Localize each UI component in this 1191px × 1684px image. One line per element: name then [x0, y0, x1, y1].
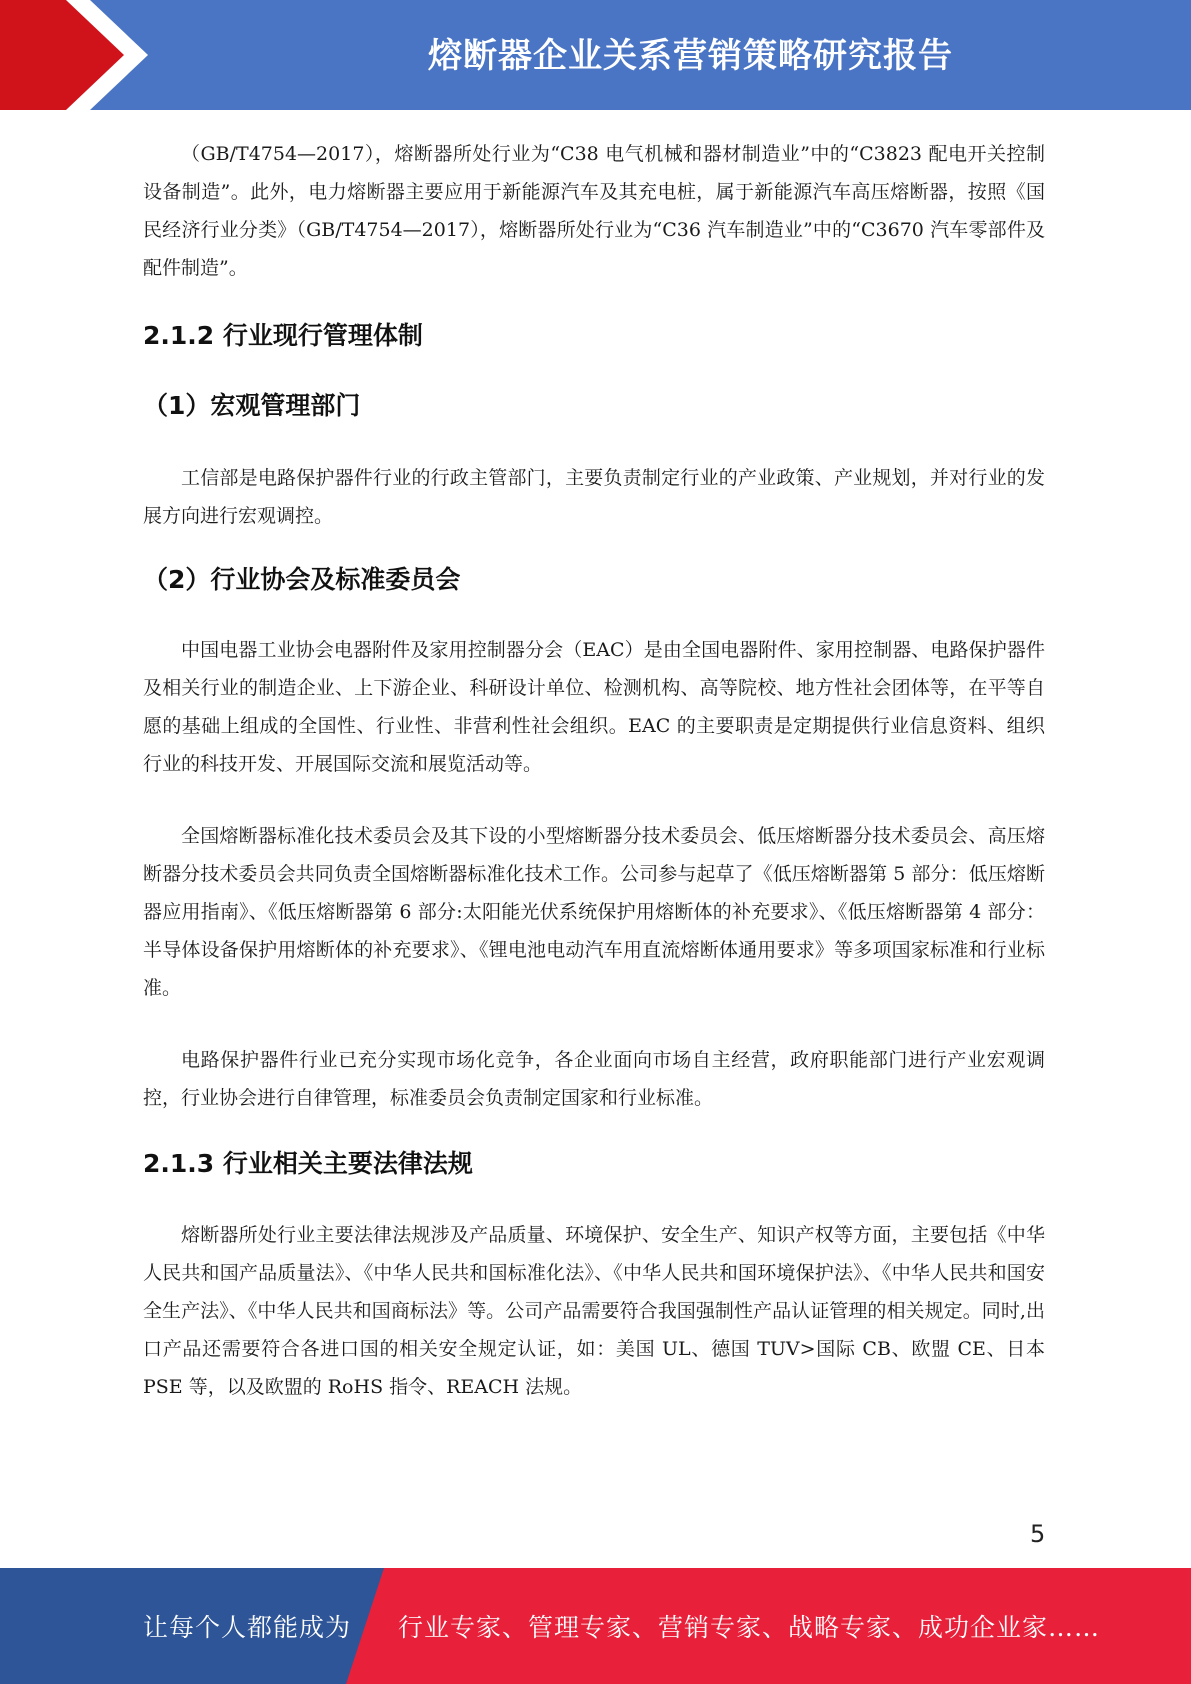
associations-paragraph-1: 中国电器工业协会电器附件及家用控制器分会（EAC）是由全国电器附件、家用控制器、电路保护器件及相关行业的制造企业、上下游企业、科研设计单位、检测机构、高等院校、地方性社会团体等，在平等自愿的基础上组成的全国性、行业性、非营利性社会组织。EAC 的主要职责是定期提供行业信息资料、组织行业的科技开发、开展国际交流和展览活动等。	[143, 639, 1045, 775]
intro-paragraph: （GB/T4754—2017），熔断器所处行业为“C38 电气机械和器材制造业”中的“C3823 配电开关控制设备制造”。此外，电力熔断器主要应用于新能源汽车及其充电桩，属于新能源汽车高压熔断器，按照《国民经济行业分类》（GB/T4754—2017），熔断器所处行业为“C36 汽车制造业”中的“C3670 汽车零部件及配件制造”。	[143, 143, 1045, 279]
subsection-heading-macro-management: （1）宏观管理部门	[143, 391, 361, 420]
associations-paragraph-3: 电路保护器件行业已充分实现市场化竞争，各企业面向市场自主经营，政府职能部门进行产业宏观调控，行业协会进行自律管理，标准委员会负责制定国家和行业标准。	[143, 1049, 1045, 1109]
report-title: 熔断器企业关系营销策略研究报告	[428, 36, 953, 76]
header-banner	[0, 0, 1191, 110]
footer-slogan-left: 让每个人都能成为	[143, 1613, 352, 1642]
page-number: 5	[1030, 1520, 1046, 1548]
associations-paragraph-2: 全国熔断器标准化技术委员会及其下设的小型熔断器分技术委员会、低压熔断器分技术委员会、高压熔断器分技术委员会共同负责全国熔断器标准化技术工作。公司参与起草了《低压熔断器第 5 部分：低压熔断器应用指南》、《低压熔断器第 6 部分:太阳能光伏系统保护用熔断体的补充要求》、《低压熔断器第 4 部分：半导体设备保护用熔断体的补充要求》、《锂电池电动汽车用直流熔断体通用要求》等多项国家标准和行业标准。	[143, 825, 1045, 999]
footer-slogan-right: 行业专家、管理专家、营销专家、战略专家、成功企业家……	[398, 1613, 1101, 1642]
section-heading-2-1-3: 2.1.3 行业相关主要法律法规	[143, 1149, 473, 1178]
subsection-heading-associations: （2）行业协会及标准委员会	[143, 565, 461, 594]
footer-banner	[0, 1568, 1191, 1684]
page-content	[143, 132, 1045, 1406]
section-heading-2-1-2: 2.1.2 行业现行管理体制	[143, 321, 423, 350]
laws-paragraph: 熔断器所处行业主要法律法规涉及产品质量、环境保护、安全生产、知识产权等方面，主要包括《中华人民共和国产品质量法》、《中华人民共和国标准化法》、《中华人民共和国环境保护法》、《中华人民共和国安全生产法》、《中华人民共和国商标法》等。公司产品需要符合我国强制性产品认证管理的相关规定。同时,出口产品还需要符合各进口国的相关安全规定认证，如：美国 UL、德国 TUV>国际 CB、欧盟 CE、日本 PSE 等，以及欧盟的 RoHS 指令、REACH 法规。	[143, 1224, 1045, 1398]
macro-management-paragraph: 工信部是电路保护器件行业的行政主管部门，主要负责制定行业的产业政策、产业规划，并对行业的发展方向进行宏观调控。	[143, 467, 1045, 527]
